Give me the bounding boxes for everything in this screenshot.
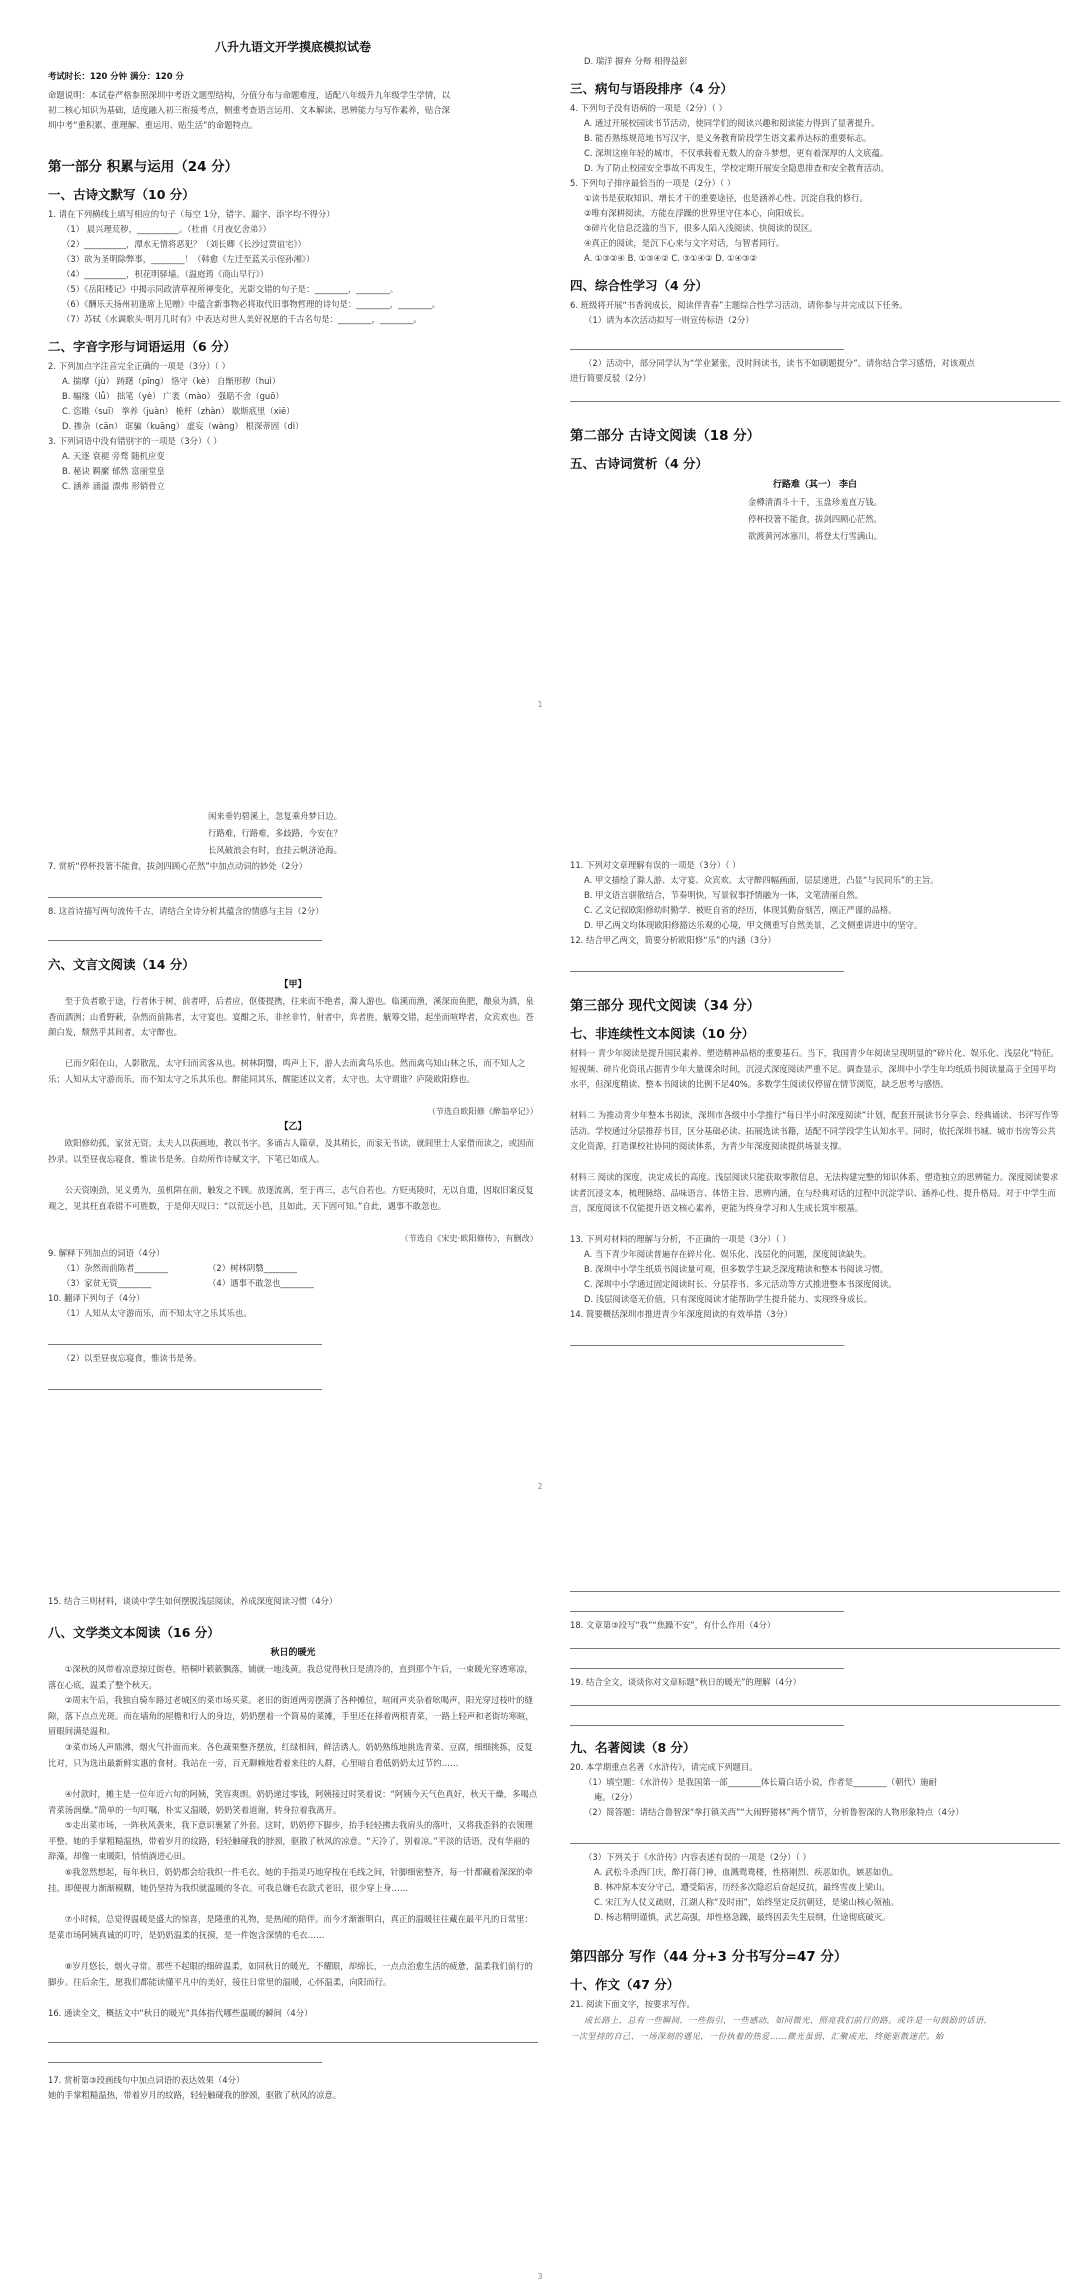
prompt-text: 成长路上，总有一些瞬间，一些指引，一些感动，如同微光，照亮我们前行的路。或许是一句鼓励的话语， [584, 2015, 993, 2025]
question-item: （5）《岳阳楼记》中揭示同政清草视所禅变化，光影交错的句子是：________，________。 [62, 284, 399, 294]
question: 4. 下列句子没有语病的一项是（2分）（ ） [570, 103, 727, 113]
question: 7. 赏析“停杯投箸不能食，拔剑四顾心茫然”中加点动词的妙处（2分） [48, 861, 308, 871]
material-paragraph: 材料二 为推动青少年整本书阅读，深圳市各级中小学推行“每日半小时深度阅读”计划，配套开展读书分享会、经典诵读、书评写作等活动。学校通过分层推荐书目，区分基础必读、拓展选读书籍，适配不同学段学生认知水平。同时，依托深圳书城、城市书房等公共文化资源，打造课校社协同的阅读体系，为青少年深度阅读提供场景支撑。 [570, 1110, 1059, 1151]
question-item: （1）请为本次活动拟写一则宣传标语（2分） [584, 315, 754, 325]
answer-line[interactable] [570, 1332, 844, 1346]
question-item: （1）人知从太守游而乐，而不知太守之乐其乐也。 [62, 1308, 252, 1318]
section-heading: 八、文学类文本阅读（16 分） [48, 1625, 220, 1640]
poem-title: 行路难（其一） 李白 [772, 480, 858, 490]
page-number: 2 [537, 1482, 543, 1491]
section-heading: 一、古诗文默写（10 分） [48, 187, 195, 202]
answer-line[interactable] [48, 1376, 322, 1390]
question-item: （1）填空题：《水浒传》是我国第一部________体长篇白话小说，作者是________（朝代）施耐 [584, 1777, 937, 1787]
question-item: （2）简答题：请结合鲁智深“拳打镇关西”“大闹野猪林”两个情节，分析鲁智深的人物形象特点（4分） [584, 1807, 964, 1817]
passage-source: （节选自欧阳修《醉翁亭记》） [427, 1106, 538, 1116]
option: C. 深圳中小学通过固定阅读时长、分层荐书、多元活动等方式推进整本书深度阅读。 [584, 1279, 897, 1289]
poem-line: 欲渡黄河冰塞川，将登太行雪满山。 [748, 531, 882, 541]
essay-paragraph: ⑧岁月悠长，烟火寻常。那些不起眼的细碎温柔，如同秋日的暖光，不耀眼，却绵长，一点点治愈生活的疲惫，温柔我们前行的脚步。往后余生，愿我们都能读懂平凡中的美好，接住日常里的温暖，心怀温柔，向阳而行。 [48, 1961, 533, 1987]
passage-source: （节选自《宋史·欧阳修传》，有删改） [400, 1233, 538, 1243]
question: 20. 本学期重点名著《水浒传》，请完成下列题目。 [570, 1762, 758, 1772]
essay-paragraph: ②周末午后，我独自骑车路过老城区的菜市场买菜。老旧的街道两旁摆满了各种摊位，喧闹声夹杂着吆喝声，阳光穿过枝叶的缝隙，落下点点光斑。而在墙角的屋檐和行人的身边，奶奶摆着一个简易的菜摊，手里还在择着两根青菜，一路上轻声和老街坊寒暄，眉眼间满是温和。 [48, 1695, 534, 1736]
option: C. 宋江为人仗义疏财，江湖人称“及时雨”，始终坚定反抗朝廷，是梁山核心领袖。 [594, 1897, 899, 1907]
question-item: （3）家贫无资________ [62, 1278, 152, 1288]
section-heading: 四、综合性学习（4 分） [570, 278, 709, 293]
option: D. 为了防止校园安全事故不再发生，学校定期开展安全隐患排查和安全教育活动。 [584, 163, 889, 173]
answer-line[interactable] [570, 336, 844, 350]
exam-meta: 考试时长：120 分钟 满分：120 分 [48, 71, 184, 81]
prompt-text: 一次坚持的自己，一场深刻的遇见，一份执着的热爱……微光虽弱，汇聚成光，终能驱散迷茫。始 [570, 2031, 944, 2041]
question-item: 进行简要反驳（2分） [570, 373, 651, 383]
quoted-line: 她的手掌粗糙温热，带着岁月的纹路，轻轻触碰我的脖颈，驱散了秋风的凉意。 [48, 2090, 342, 2100]
question-item: （4）__________，枳花明驿墙。（温庭筠《商山早行》） [62, 269, 269, 279]
poem-line: 停杯投箸不能食，拔剑四顾心茫然。 [748, 514, 882, 524]
question: 18. 文章第③段写“我”“焦躁不安”，有什么作用（4分） [570, 1620, 776, 1630]
question: 10. 翻译下列句子（4分） [48, 1293, 145, 1303]
option: D. 浅层阅读毫无价值，只有深度阅读才能帮助学生提升能力、实现终身成长。 [584, 1294, 873, 1304]
option: C. 恣睢（suī） 拳养（juàn） 桅杆（zhàn） 歇斯底里（xiē） [62, 406, 295, 416]
material-paragraph: 材料三 阅读的深度，决定成长的高度。浅层阅读只能获取零散信息，无法构建完整的知识体系、塑造独立的思辨能力。深度阅读要求读者沉浸文本，梳理脉络、品味语言、体悟主旨、思辨内涵，在与经典对话的过程中沉淀学识、涵养心性、提升格局。对于中学生而言，深度阅读不仅能提升语文核心素养，更能为终身学习和人生成长筑牢根基。 [570, 1172, 1059, 1213]
answer-line[interactable] [48, 1331, 322, 1345]
poem-line: 金樽清酒斗十千，玉盘珍羞直万钱。 [748, 497, 882, 507]
answer-line[interactable] [570, 1712, 844, 1726]
option: A. ①③②④ B. ①③④② C. ③①④② D. ①④③② [584, 253, 758, 263]
section-heading: 十、作文（47 分） [570, 1977, 680, 1992]
essay-title: 秋日的暖光 [270, 1648, 316, 1658]
question-item: ①读书是获取知识、增长才干的重要途径，也是涵养心性、沉淀自我的修行。 [584, 193, 868, 203]
answer-line[interactable] [48, 884, 322, 898]
option: A. 揣摩（jù） 踌躇（pīng） 恪守（kè） 自惭形秽（huì） [62, 376, 281, 386]
essay-paragraph: ③菜市场人声鼎沸，烟火气扑面而来。各色蔬果整齐摆放，红绿相间，鲜活诱人。奶奶熟练地挑选青菜、豆腐，细细挑拣，反复比对，只为选出最新鲜实惠的食材。我站在一旁，百无聊赖地看着来往的人群，心里暗自看低奶奶太过节约…… [48, 1742, 533, 1768]
intro-line: 初二核心知识为基础，适度融入初三衔接考点，侧重考查语言运用、文本解读、思辨能力与写作素养，贴合深 [48, 105, 450, 115]
section-heading: 七、非连续性文本阅读（10 分） [570, 1026, 755, 1041]
page-1-left-column [48, 0, 538, 494]
answer-line[interactable] [570, 1830, 1060, 1844]
part-heading: 第二部分 古诗文阅读（18 分） [570, 428, 761, 444]
question-item: （2）__________，潭水无情将恶犯？（刘长卿《长沙过贾谊宅》） [62, 239, 307, 249]
question: 14. 简要概括深圳市推进青少年深度阅读的有效举措（3分） [570, 1309, 793, 1319]
essay-paragraph: ①深秋的风带着凉意掠过街巷，梧桐叶簌簌飘落，铺就一地浅黄。我总觉得秋日是清冷的，直到那个午后，一束暖光穿透寒凉，落在心底，温柔了整个秋天。 [48, 1664, 533, 1690]
passage-label: 【甲】 [279, 980, 307, 990]
question: 17. 赏析第③段画线句中加点词语的表达效果（4分） [48, 2075, 245, 2085]
section-heading: 三、病句与语段排序（4 分） [570, 81, 734, 96]
answer-line[interactable] [48, 2049, 322, 2063]
part-heading: 第四部分 写作（44 分+3 分书写分=47 分） [570, 1949, 848, 1965]
question-item: （1）杂然而前陈者________ [62, 1263, 168, 1273]
option: B. 幅缘（lǚ） 拙笔（yè） 广袤（mào） 强聒不舍（guō） [62, 391, 284, 401]
option: C. 深圳这座年轻的城市，不仅承载着无数人的奋斗梦想，更有着深厚的人文底蕴。 [584, 148, 889, 158]
answer-line[interactable] [570, 1655, 844, 1669]
question-item: （2）活动中，部分同学认为“学业紧张，没时间读书，读书不如刷题提分”。请你结合学习感悟，对该观点 [584, 358, 975, 368]
answer-line[interactable] [570, 1635, 1060, 1649]
page-2-left-column [48, 770, 538, 1396]
part-heading: 第一部分 积累与运用（24 分） [48, 159, 239, 175]
intro-line: 命题说明：本试卷严格参照深圳中考语文题型结构，分值分布与命题难度，适配八年级升九年级学生学情，以 [48, 90, 450, 100]
answer-line[interactable] [570, 1578, 1060, 1592]
answer-line[interactable] [48, 927, 322, 941]
page-3-left-column [48, 1546, 538, 2103]
essay-paragraph: ⑦小时候，总觉得温暖是盛大的惊喜，是隆重的礼物，是热闹的陪伴。而今才渐渐明白，真正的温暖往往藏在最平凡的日常里：是菜市场阿姨真诚的叮咛，是奶奶温柔的抚摸，是一件饱含深情的毛衣…… [48, 1914, 533, 1940]
passage-paragraph: 已而夕阳在山，人影散乱，太守归而宾客从也。树林阴翳，鸣声上下，游人去而禽鸟乐也。然而禽鸟知山林之乐，而不知人之乐；人知从太守游而乐，而不知太守之乐其乐也。醉能同其乐，醒能述以文者，太守也。太守谓谁？庐陵欧阳修也。 [48, 1058, 526, 1084]
poem-line: 闲来垂钓碧溪上，忽复乘舟梦日边。 [208, 811, 342, 821]
section-heading: 二、字音字形与词语运用（6 分） [48, 339, 237, 354]
poem-line: 行路难，行路难，多歧路，今安在？ [208, 828, 342, 838]
essay-paragraph: ⑤走出菜市场，一阵秋风袭来，我下意识裹紧了外套。这时，奶奶停下脚步，抬手轻轻拂去我肩头的落叶，又将我歪斜的衣领理平整。她的手掌粗糙温热，带着岁月的纹路，轻轻触碰我的脖颈，驱散了秋风的凉意。“天冷了，别着凉。”平淡的话语，没有华丽的辞藻，却像一束暖阳，悄悄淌进心田。 [48, 1820, 533, 1861]
question: 9. 解释下列加点的词语（4分） [48, 1248, 165, 1258]
question: 11. 下列对文章理解有误的一项是（3分）（ ） [570, 860, 741, 870]
page-1 [0, 0, 1080, 750]
question-item: （3）下列关于《水浒传》内容表述有误的一项是（2分）（ ） [584, 1852, 811, 1862]
question-item: （2）树林阴翳________ [208, 1263, 298, 1273]
question-item: （4）遇事不敢忽也________ [208, 1278, 314, 1288]
part-heading: 第三部分 现代文阅读（34 分） [570, 998, 761, 1014]
page-2-right-column [570, 770, 1060, 1352]
question-item: （3）欲为圣明除弊事，________！（韩愈《左迁至蓝关示侄孙湘》） [62, 254, 315, 264]
option: D. 掺杂（cān） 诓骗（kuāng） 虚妄（wàng） 根深蒂固（dì） [62, 421, 304, 431]
question: 3. 下列词语中没有错别字的一项是（3分）（ ） [48, 436, 222, 446]
section-heading: 九、名著阅读（8 分） [570, 1740, 696, 1755]
essay-paragraph: ⑥我忽然想起，每年秋日，奶奶都会给我织一件毛衣。她的手指灵巧地穿梭在毛线之间，针脚细密整齐，每一针都藏着深深的牵挂。即便视力渐渐模糊，她仍坚持为我织就温暖的冬衣。可我总嫌毛衣款式老旧，很少穿上身…… [48, 1867, 533, 1893]
question-item: （7）苏轼《水调歌头·明月几时有》中表达对世人美好祝愿的千古名句是：________，________。 [62, 314, 422, 324]
question-row [48, 1276, 538, 1291]
question: 6. 班级将开展“书香润成长，阅读伴青春”主题综合性学习活动，请你参与并完成以下任务。 [570, 300, 908, 310]
question-item: ③碎片化信息泛滥的当下，很多人陷入浅阅读、快阅读的误区。 [584, 223, 818, 233]
passage-label: 【乙】 [279, 1122, 307, 1132]
page-number: 3 [537, 2272, 543, 2281]
material-paragraph: 材料一 青少年阅读是提升国民素养、塑造精神品格的重要基石。当下，我国青少年阅读呈现明显的“碎片化、娱乐化、浅层化”特征。短视频、碎片化资讯占据青少年大量课余时间，沉浸式深度阅读严重不足。调查显示，深圳中小学生年均纸质书阅读量高于全国平均水平，但深度精读、整本书阅读的比例不足40%。多数学生阅读仅停留在情节浏览，缺乏思考与感悟。 [570, 1048, 1059, 1089]
question-item: （1） 晨兴理荒秽，__________。（杜甫《月夜忆舍弟》） [62, 224, 271, 234]
answer-line[interactable] [570, 1598, 844, 1612]
page-1-right-column [570, 0, 1060, 545]
option: B. 能否熟练规范地书写汉字，是义务教育阶段学生语文素养达标的重要标志。 [584, 133, 872, 143]
question-row [48, 1261, 538, 1276]
option: A. 甲文描绘了滁人游、太守宴、众宾欢、太守醉四幅画面，层层递进，凸显“与民同乐”的主旨。 [584, 875, 939, 885]
option: D. 瑞洋 摒弃 分辩 相得益彰 [584, 56, 688, 66]
passage-paragraph: 欧阳修幼孤，家贫无资。太夫人以荻画地，教以书字。多诵古人篇章，及其稍长，而家无书读，就闾里士人家借而读之，或因而抄录。以至昼夜忘寝食，惟读书是务。自幼所作诗赋文字，下笔已如成人。 [48, 1138, 534, 1164]
exam-title: 八升九语文开学摸底模拟试卷 [214, 40, 371, 54]
answer-line[interactable] [570, 388, 1060, 402]
question: 16. 通读全文，概括文中“秋日的暖光”具体指代哪些温暖的瞬间（4分） [48, 2008, 313, 2018]
page-3-right-column [570, 1546, 1060, 2044]
answer-line[interactable] [48, 2029, 538, 2043]
question-item: ②唯有深耕阅读，方能在浮躁的世界里守住本心，向阳成长。 [584, 208, 810, 218]
option: D. 甲乙两文均体现欧阳修豁达乐观的心境，甲文侧重写自然美景，乙文侧重讲进中的坚守。 [584, 920, 923, 930]
option: A. 通过开展校园读书节活动，使同学们的阅读兴趣和阅读能力得到了显著提升。 [584, 118, 880, 128]
intro-line: 圳中考“重积累、重理解、重运用、贴生活”的命题特点。 [48, 120, 258, 130]
question-item: （2）以至昼夜忘寝食，惟读书是务。 [62, 1353, 202, 1363]
question-item: （6）《酬乐天扬州初逢席上见赠》中蕴含新事物必将取代旧事物哲理的诗句是：________，________。 [62, 299, 441, 309]
option: A. 武松斗杀西门庆，醉打蒋门神，血溅鸳鸯楼，性格刚烈、疾恶如仇，嫉恶如仇。 [594, 1867, 899, 1877]
answer-line[interactable] [570, 958, 844, 972]
question: 5. 下列句子排序最恰当的一项是（2分）（ ） [570, 178, 736, 188]
question: 1. 请在下列横线上填写相应的句子（每空 1分，错字、漏字、添字均不得分） [48, 209, 335, 219]
option: B. 甲文语言骈散结合，节奏明快，写景叙事抒情融为一体，文笔清丽自然。 [584, 890, 864, 900]
question-item: 庵。（2分） [594, 1792, 638, 1802]
page-number: 1 [537, 700, 543, 709]
option: B. 林冲原本安分守己，遭受陷害，历经多次隐忍后奋起反抗，最终雪夜上梁山。 [594, 1882, 890, 1892]
question-item: ④真正的阅读，是沉下心来与文字对话，与智者同行。 [584, 238, 785, 248]
essay-paragraph: ④付款时，摊主是一位年近六旬的阿姨，笑容爽朗。奶奶递过零钱，阿姨接过时笑着说：“阿姨今天气色真好，秋天干燥，多喝点青菜汤润燥。”简单的一句叮嘱，朴实又温暖，奶奶笑着道谢，转身拉着我离开。 [48, 1789, 538, 1815]
question: 2. 下列加点字注音完全正确的一项是（3分）（ ） [48, 361, 230, 371]
question: 8. 这首诗描写两句流传千古，请结合全诗分析其蕴含的情感与主旨（2分） [48, 906, 324, 916]
question: 13. 下列对材料的理解与分析，不正确的一项是（3分）（ ） [570, 1234, 791, 1244]
answer-line[interactable] [570, 1692, 1060, 1706]
page-2 [0, 770, 1080, 1530]
option: C. 乙文记叙欧阳修幼时勤学、被贬自省的经历，体现其勤奋刻苦，刚正严谨的品格。 [584, 905, 897, 915]
question: 12. 结合甲乙两文，简要分析欧阳修“乐”的内涵（3分） [570, 935, 776, 945]
option: B. 秘诀 羁縻 郁然 富丽堂皇 [62, 466, 165, 476]
question: 19. 结合全文，谈谈你对文章标题“秋日的暖光”的理解（4分） [570, 1677, 801, 1687]
section-heading: 六、文言文阅读（14 分） [48, 957, 195, 972]
option: A. 当下青少年阅读普遍存在碎片化、娱乐化、浅层化的问题，深度阅读缺失。 [584, 1249, 872, 1259]
option: A. 天逐 衰褪 旁骛 随机应变 [62, 451, 165, 461]
question: 15. 结合三则材料，谈谈中学生如何摆脱浅层阅读，养成深度阅读习惯（4分） [48, 1596, 338, 1606]
option: C. 涵养 涌溢 漂弗 形销骨立 [62, 481, 165, 491]
poem-line: 长风破浪会有时，直挂云帆济沧海。 [208, 845, 342, 855]
option: D. 杨志精明谨慎，武艺高强，却性格急躁，最终因丢失生辰纲，仕途彻底破灭。 [594, 1912, 891, 1922]
passage-paragraph: 至于负者歌于途，行者休于树，前者呼，后者应，伛偻提携，往来而不绝者，滁人游也。临溪而渔，溪深而鱼肥，酿泉为酒，泉香而酒洌；山肴野蔌，杂然而前陈者，太守宴也。宴酣之乐，非丝非竹，射者中，弈者胜，觥筹交错，起坐而喧哗者，众宾欢也。苍颜白发，颓然乎其间者，太守醉也。 [48, 996, 534, 1037]
question: 21. 阅读下面文字，按要求写作。 [570, 1999, 695, 2009]
page-3 [0, 1546, 1080, 2288]
section-heading: 五、古诗词赏析（4 分） [570, 456, 709, 471]
passage-paragraph: 公天资刚劲，见义勇为，虽机阱在前，触发之不顾。放逐流离，至于再三，志气自若也。方贬夷陵时，无以自遣，因取旧案反复观之，见其枉直乖错不可胜数，于是仰天叹曰：“以荒远小邑，且如此，天下固可知。”自此，遇事不敢忽也。 [48, 1185, 534, 1211]
option: B. 深圳中小学生纸质书阅读量可观，但多数学生缺乏深度精读和整本书阅读习惯。 [584, 1264, 889, 1274]
